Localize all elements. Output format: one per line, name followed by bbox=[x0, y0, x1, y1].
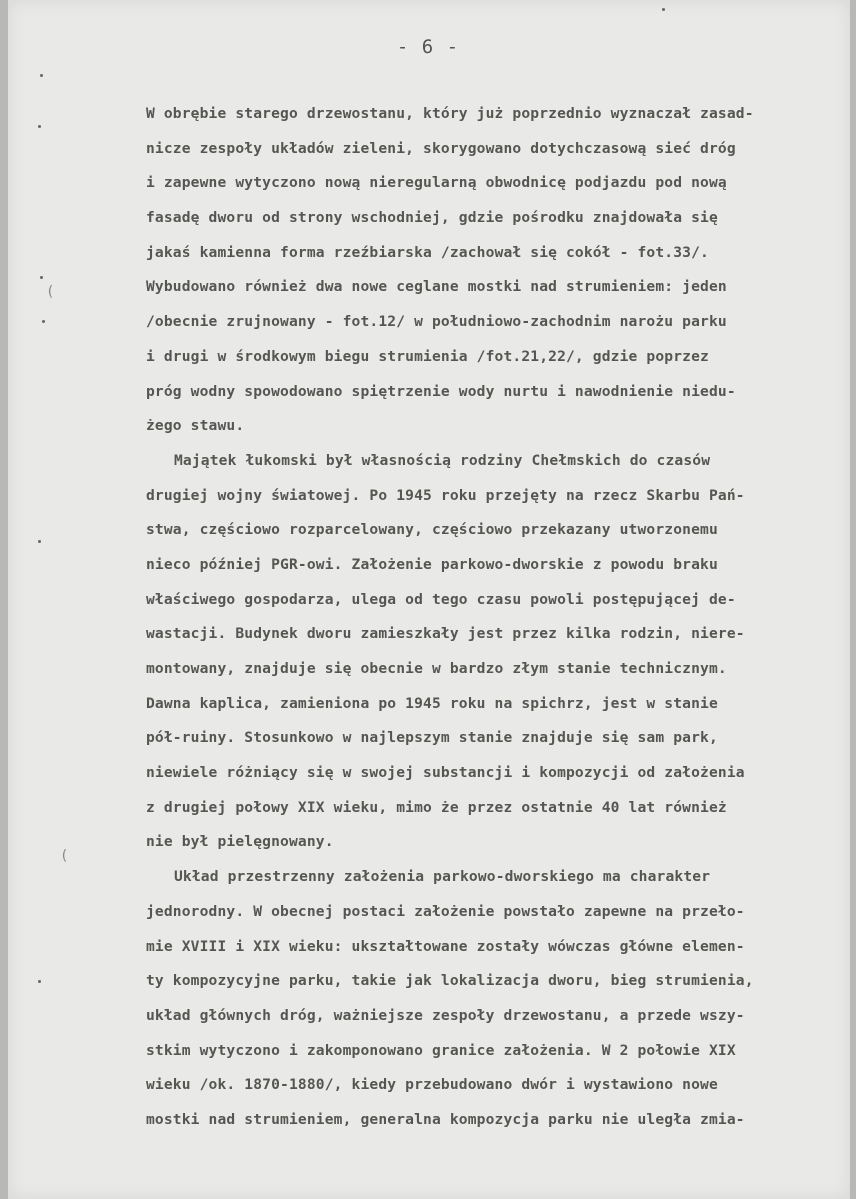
text-line: jakaś kamienna forma rzeźbiarska /zachował się cokół - fot.33/. bbox=[146, 243, 709, 261]
margin-mark: ( bbox=[46, 284, 55, 300]
margin-dot bbox=[38, 540, 41, 543]
text-line: nicze zespoły układów zieleni, skorygowano dotychczasową sieć dróg bbox=[146, 139, 736, 157]
text-line: wastacji. Budynek dworu zamieszkały jest przez kilka rodzin, niere- bbox=[146, 625, 745, 643]
text-line: stkim wytyczono i zakomponowano granice założenia. W 2 połowie XIX bbox=[146, 1041, 736, 1059]
text-line: stwa, częściowo rozparcelowany, częściowo przekazany utworzonemu bbox=[146, 521, 718, 539]
text-line: z drugiej połowy XIX wieku, mimo że przez ostatnie 40 lat również bbox=[146, 798, 727, 816]
text-line: żego stawu. bbox=[146, 417, 245, 435]
text-line: fasadę dworu od strony wschodniej, gdzie pośrodku znajdowała się bbox=[146, 209, 718, 227]
text-line: i zapewne wytyczono nową nieregularną obwodnicę podjazdu pod nową bbox=[146, 174, 727, 192]
margin-dot bbox=[40, 276, 43, 279]
text-line: /obecnie zrujnowany - fot.12/ w południowo-zachodnim narożu parku bbox=[146, 313, 727, 331]
text-line: montowany, znajduje się obecnie w bardzo złym stanie technicznym. bbox=[146, 660, 727, 677]
text-line: W obrębie starego drzewostanu, który już poprzednio wyznaczał zasad- bbox=[146, 105, 754, 122]
text-line: i drugi w środkowym biegu strumienia /fot.21,22/, gdzie poprzez bbox=[146, 347, 709, 365]
text-line: układ głównych dróg, ważniejsze zespoły drzewostanu, a przede wszy- bbox=[146, 1006, 745, 1024]
text-line: Układ przestrzenny założenia parkowo-dworskiego ma charakter bbox=[174, 868, 711, 886]
text-line: jednorodny. W obecnej postaci założenie powstało zapewne na przeło- bbox=[146, 902, 745, 920]
margin-dot bbox=[40, 74, 43, 77]
text-line: nieco później PGR-owi. Założenie parkowo-dworskie z powodu braku bbox=[146, 555, 718, 573]
text-line: pół-ruiny. Stosunkowo w najlepszym stanie znajduje się sam park, bbox=[146, 729, 718, 747]
text-line: Dawna kaplica, zamieniona po 1945 roku na spichrz, jest w stanie bbox=[146, 694, 718, 712]
margin-mark: ( bbox=[60, 848, 69, 864]
margin-dot bbox=[662, 8, 665, 11]
text-line: niewiele różniący się w swojej substancji i kompozycji od założenia bbox=[146, 764, 745, 782]
text-line: Majątek łukomski był własnością rodziny Chełmskich do czasów bbox=[174, 451, 711, 469]
text-line: próg wodny spowodowano spiętrzenie wody nurtu i nawodnienie niedu- bbox=[146, 382, 736, 400]
text-line: ty kompozycyjne parku, takie jak lokalizacja dworu, bieg strumienia, bbox=[146, 972, 754, 990]
document-body bbox=[146, 97, 846, 1138]
margin-dot bbox=[42, 320, 45, 323]
text-line: mie XVIII i XIX wieku: ukształtowane zostały wówczas główne elemen- bbox=[146, 937, 745, 955]
margin-dot bbox=[38, 980, 41, 983]
text-line: nie był pielęgnowany. bbox=[146, 833, 334, 851]
margin-dot bbox=[38, 125, 41, 128]
text-line: właściwego gospodarza, ulega od tego czasu powoli postępującej de- bbox=[146, 590, 736, 608]
text-line: mostki nad strumieniem, generalna kompozycja parku nie uległa zmia- bbox=[146, 1110, 745, 1128]
text-line: Wybudowano również dwa nowe ceglane mostki nad strumieniem: jeden bbox=[146, 278, 727, 296]
text-line: drugiej wojny światowej. Po 1945 roku przejęty na rzecz Skarbu Pań- bbox=[146, 486, 745, 504]
text-line: wieku /ok. 1870-1880/, kiedy przebudowano dwór i wystawiono nowe bbox=[146, 1076, 718, 1094]
page-number: - 6 - bbox=[396, 36, 460, 58]
